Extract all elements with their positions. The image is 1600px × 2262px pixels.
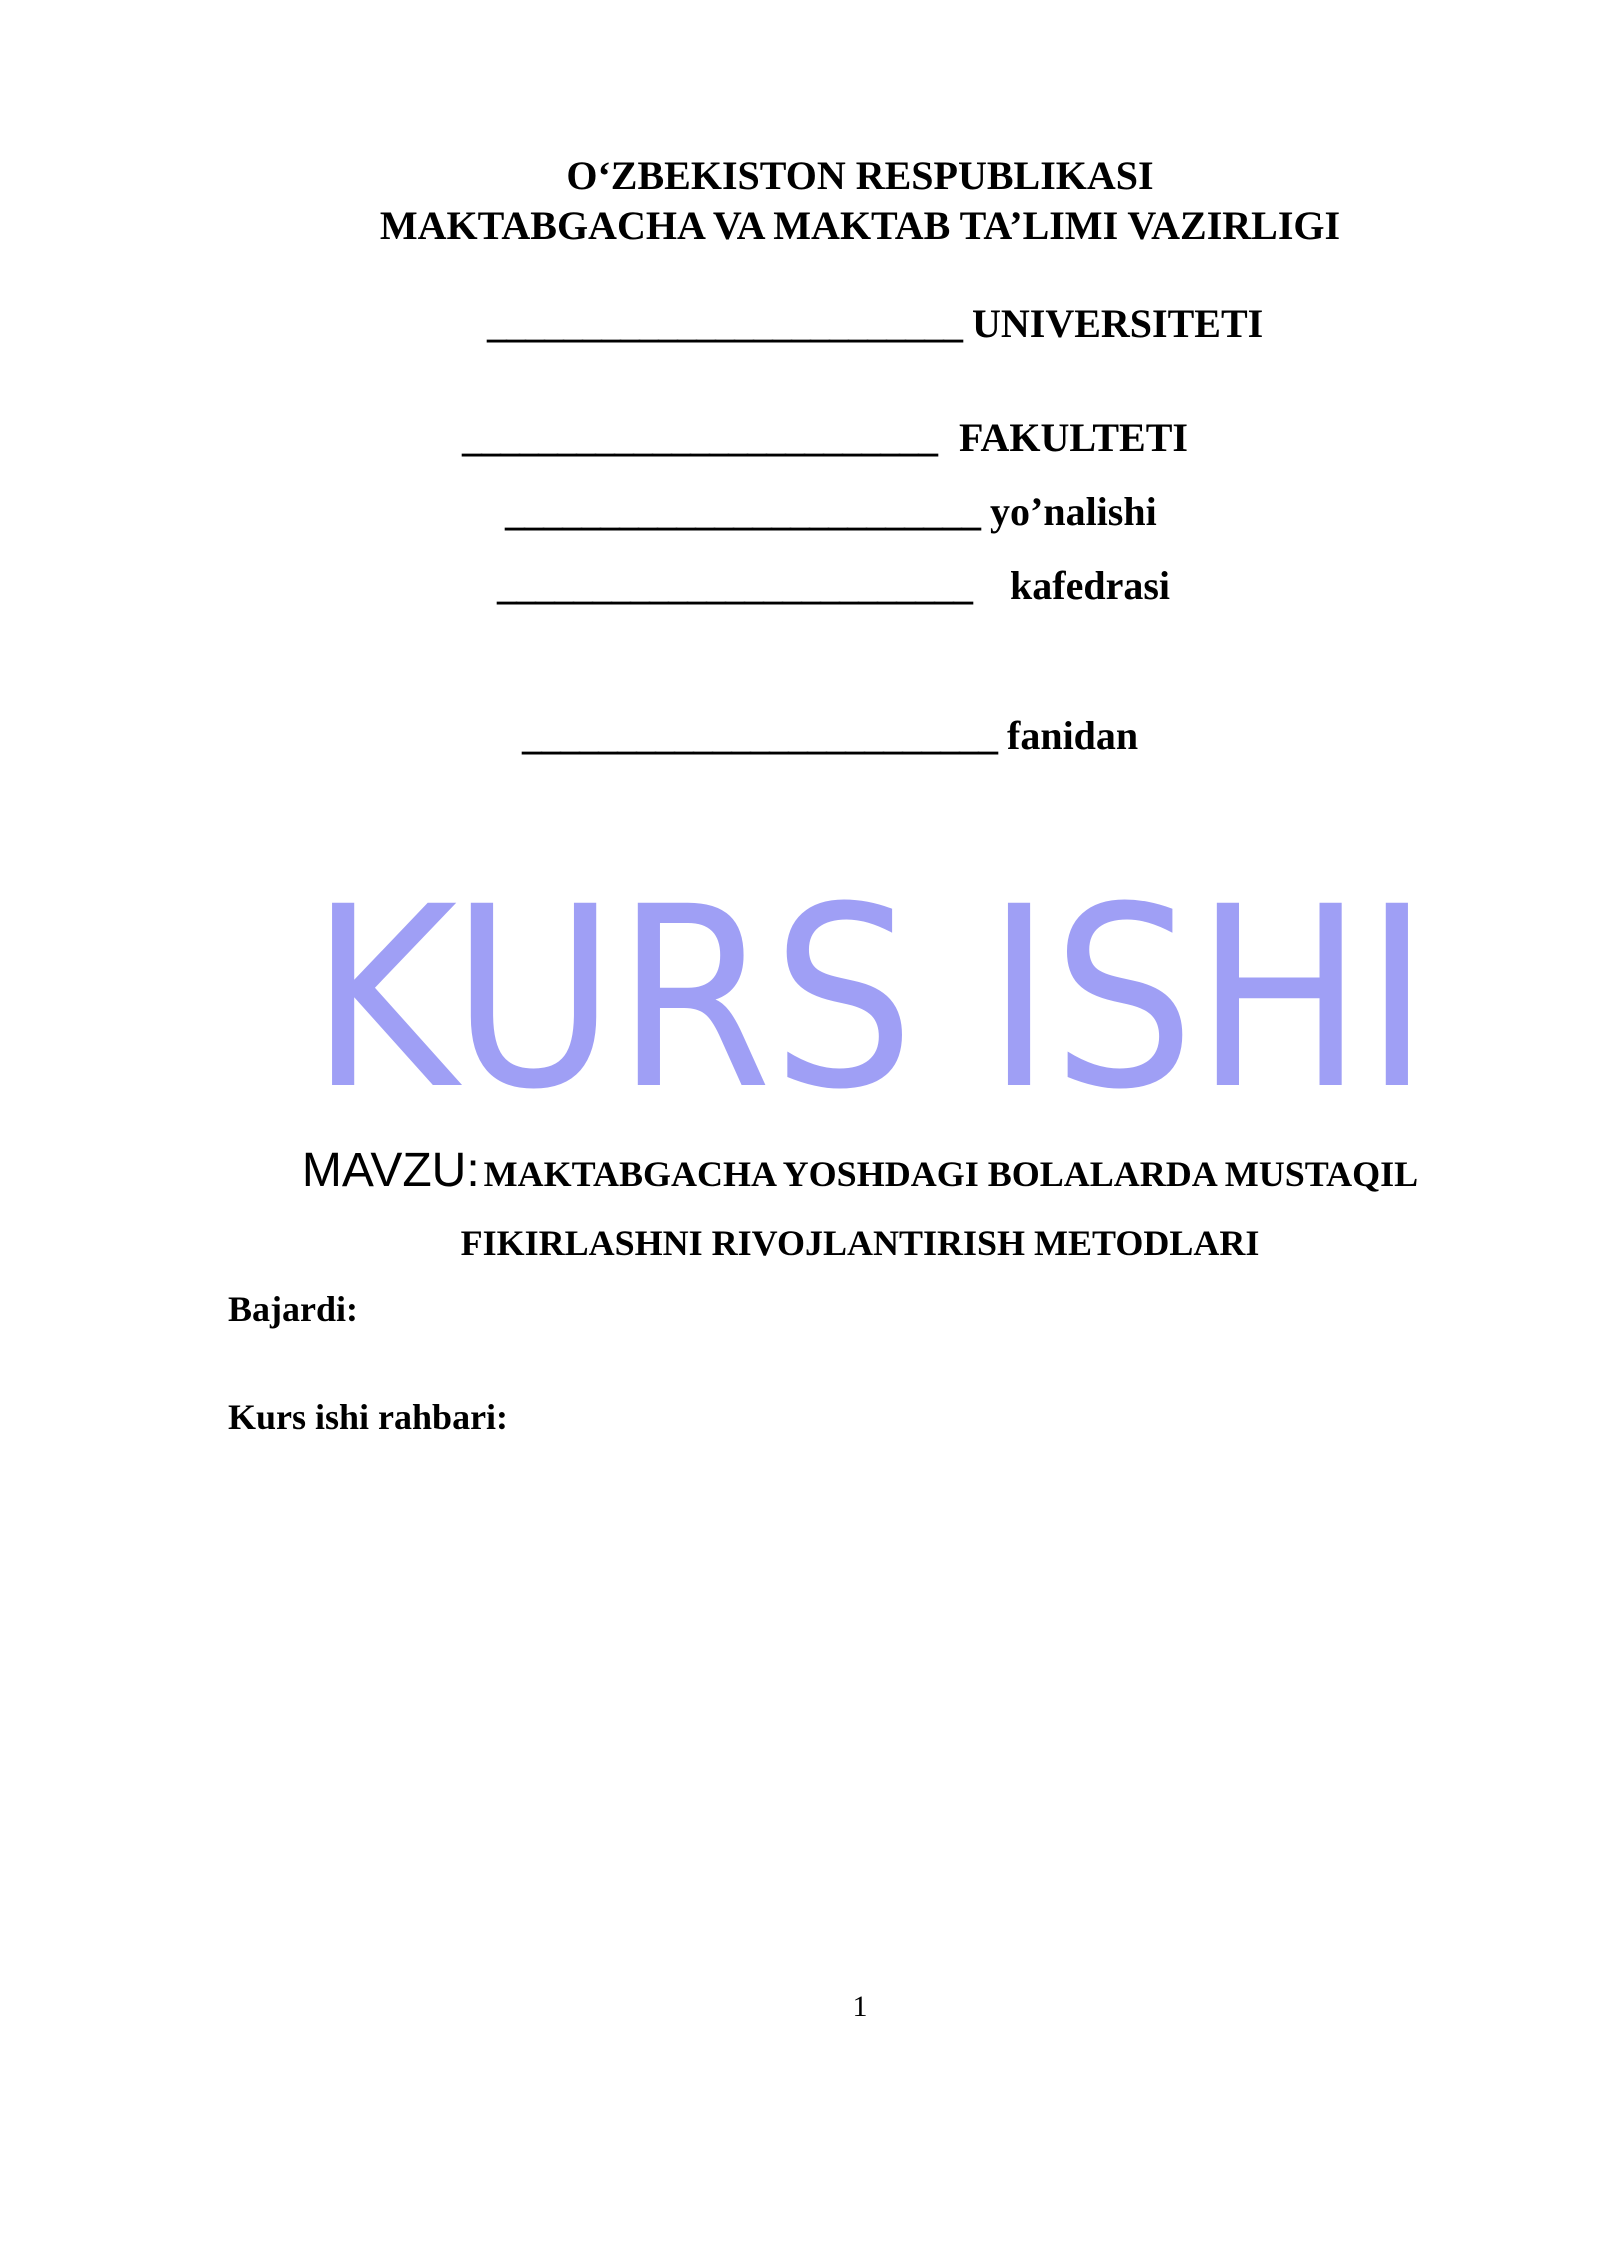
direction-blank: _________________________ [505,489,980,534]
topic-text-1: MAKTABGACHA YOSHDAGI BOLALARDA MUSTAQIL [483,1154,1419,1194]
topic-label: MAVZU: [301,1144,480,1197]
faculty-blank: _________________________ [462,415,937,460]
supervisor-label: Kurs ishi rahbari: [228,1397,509,1437]
performed-by-label: Bajardi: [228,1289,358,1329]
page-number: 1 [852,1990,868,2023]
department-label: kafedrasi [1010,563,1170,608]
header-line-1: O‘ZBEKISTON RESPUBLIKASI [566,153,1154,198]
university-label: UNIVERSITETI [972,301,1264,346]
university-row [487,300,1263,347]
header-line-2: MAKTABGACHA VA MAKTAB TA’LIMI VAZIRLIGI [379,203,1341,248]
subject-row [522,712,1138,759]
faculty-row [462,414,1188,461]
subject-label: fanidan [1007,713,1139,758]
direction-row [505,488,1157,535]
topic-line-2: FIKIRLASHNI RIVOJLANTIRISH METODLARI [460,1223,1260,1263]
university-blank: _________________________ [487,301,962,346]
topic-line-1 [0,1143,1600,1198]
faculty-label: FAKULTETI [959,415,1188,460]
subject-blank: _________________________ [522,713,997,758]
direction-label: yo’nalishi [990,489,1157,534]
wordart-text: KURS ISHI [310,853,1430,1130]
kurs-ishi-wordart [300,830,1440,1130]
department-blank: _________________________ [497,563,972,608]
department-row [497,562,1170,609]
